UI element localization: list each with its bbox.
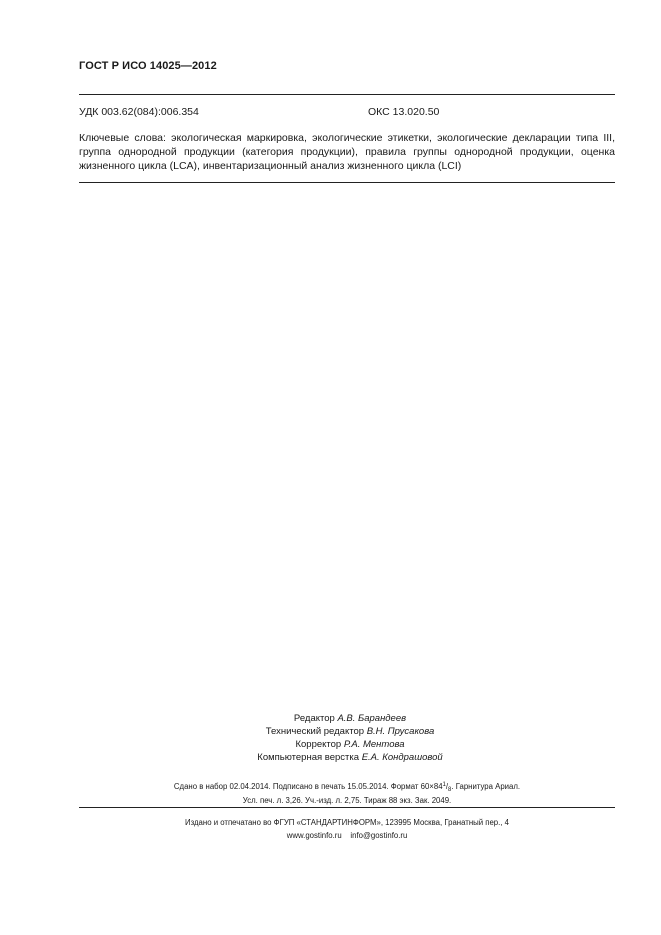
imprint-line-2: Усл. печ. л. 3,26. Уч.-изд. л. 2,75. Тираж 88 экз. Зак. 2049. [242, 796, 452, 805]
tech-editor-name: В.Н. Прусакова [366, 726, 435, 737]
editors-block [220, 712, 480, 764]
editor-name: А.В. Барандеев [337, 713, 407, 724]
oks-code: ОКС 13.020.50 [368, 106, 440, 118]
corrector-role: Корректор [295, 739, 342, 750]
imprint-text-before: Сдано в набор 02.04.2014. Подписано в печать 15.05.2014. Формат 60×84 [173, 782, 443, 791]
imprint-line-1: Сдано в набор 02.04.2014. Подписано в печать 15.05.2014. Формат $60\times 84^1/_8$. Гарнитура Ариал. [173, 782, 521, 793]
divider-top [79, 94, 615, 95]
divider-keywords [79, 182, 615, 183]
keywords-paragraph: Ключевые слова: экологическая маркировка, экологические этикетки, экологические декларации типа III, группа однородной продукции (категория продукции), правила группы однородной продукции, оценка жизненного цикла (LCA), инвентаризационный анализ жизненного цикла (LCI) [79, 132, 615, 172]
layout-role: Компьютерная верстка [257, 752, 360, 763]
imprint-text-after: . Гарнитура Ариал. [451, 782, 521, 791]
divider-publisher [79, 807, 615, 808]
layout-line [220, 751, 480, 764]
layout-name: Е.А. Кондрашовой [361, 752, 443, 763]
format-denominator: 8 [448, 787, 452, 793]
tech-editor-role: Технический редактор [265, 726, 365, 737]
udk-code: УДК 003.62(084):006.354 [79, 106, 199, 118]
corrector-name: Р.А. Ментова [343, 739, 405, 750]
editor-line [220, 712, 480, 725]
publisher-contacts: www.gostinfo.ru info@gostinfo.ru [286, 831, 408, 840]
publisher-line-1: Издано и отпечатано во ФГУП «СТАНДАРТИНФОРМ», 123995 Москва, Гранатный пер., 4 [185, 818, 509, 827]
tech-editor-line [220, 725, 480, 738]
corrector-line [220, 738, 480, 751]
format-numerator: 1 [442, 782, 446, 788]
document-code: ГОСТ Р ИСО 14025—2012 [79, 60, 217, 72]
editor-role: Редактор [293, 713, 335, 724]
